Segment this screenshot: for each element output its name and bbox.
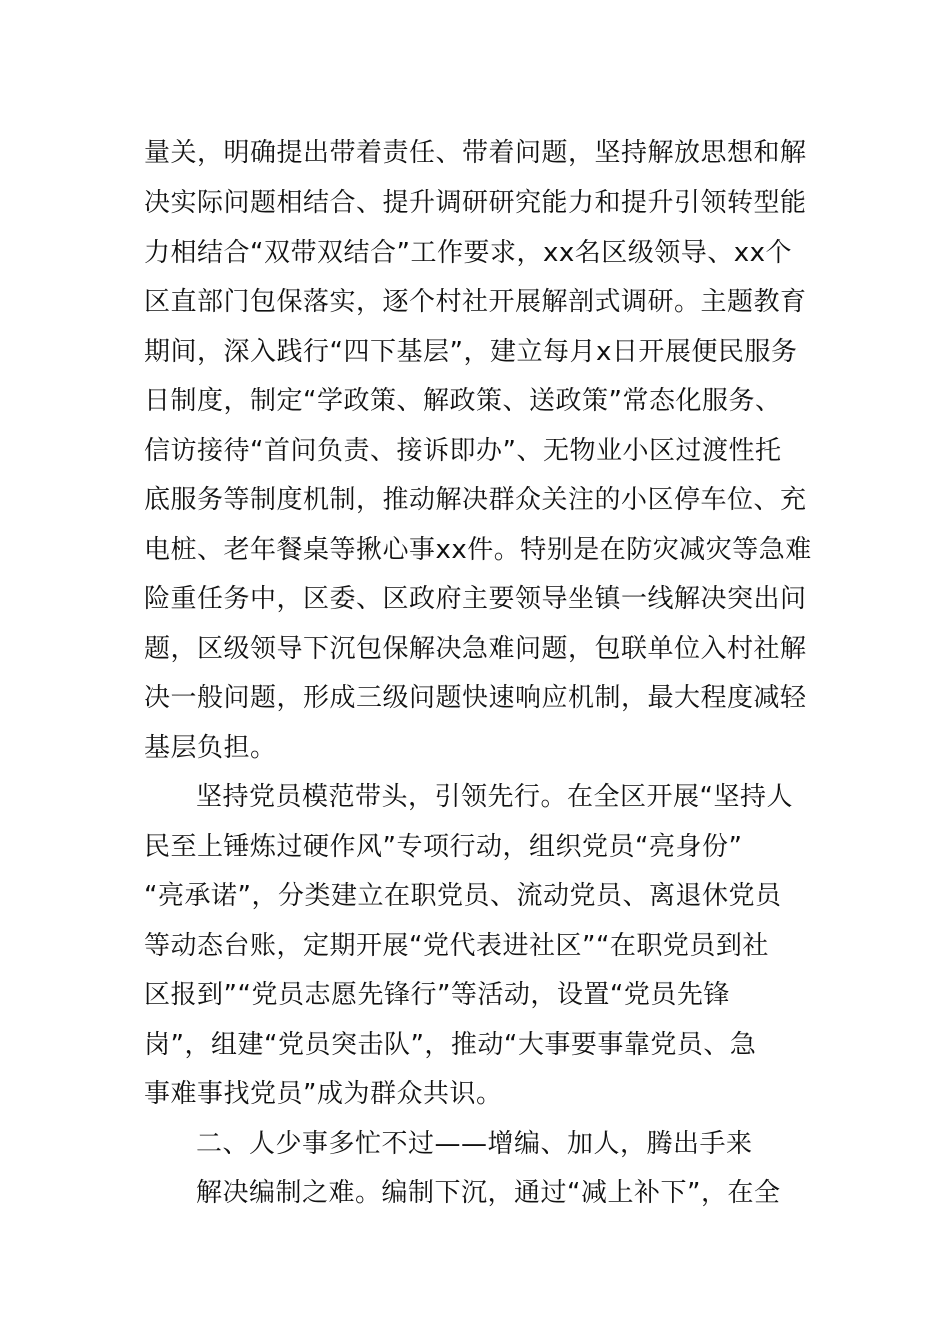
text-line: 岗”，组建“党员突击队”，推动“大事要事靠党员、急 xyxy=(144,1030,757,1060)
text-line: 底服务等制度机制，推动解决群众关注的小区停车位、充 xyxy=(144,485,807,515)
text-line: 等动态台账，定期开展“党代表进社区”“在职党员到社 xyxy=(144,931,769,961)
text-line: 民至上锤炼过硬作风”专项行动，组织党员“亮身份” xyxy=(144,832,743,862)
text-line: 险重任务中，区委、区政府主要领导坐镇一线解决突出问 xyxy=(144,584,807,614)
text-line: 电桩、老年餐桌等揪心事xx件。特别是在防灾减灾等急难 xyxy=(144,535,812,565)
text-line: 基层负担。 xyxy=(144,733,277,763)
text-line: 信访接待“首问负责、接诉即办”、无物业小区过渡性托 xyxy=(144,436,782,466)
paragraph-first-line: 坚持党员模范带头，引领先行。在全区开展“坚持人 xyxy=(196,782,793,812)
text-line: 区直部门包保落实，逐个村社开展解剖式调研。主题教育 xyxy=(144,287,807,317)
text-line: 日制度，制定“学政策、解政策、送政策”常态化服务、 xyxy=(144,386,782,416)
text-line: 力相结合“双带双结合”工作要求，xx名区级领导、xx个 xyxy=(144,238,792,268)
section-heading: 二、人少事多忙不过——增编、加人，腾出手来 xyxy=(196,1129,753,1159)
paragraph-first-line: 解决编制之难。编制下沉，通过“减上补下”，在全 xyxy=(196,1178,781,1208)
text-line: 事难事找党员”成为群众共识。 xyxy=(144,1079,503,1109)
text-line: 决实际问题相结合、提升调研研究能力和提升引领转型能 xyxy=(144,188,807,218)
text-line: 量关，明确提出带着责任、带着问题，坚持解放思想和解 xyxy=(144,138,807,168)
text-line: 期间，深入践行“四下基层”，建立每月x日开展便民服务 xyxy=(144,337,798,367)
text-line: 区报到”“党员志愿先锋行”等活动，设置“党员先锋 xyxy=(144,980,730,1010)
text-line: 决一般问题，形成三级问题快速响应机制，最大程度减轻 xyxy=(144,683,807,713)
text-line: 题，区级领导下沉包保解决急难问题，包联单位入村社解 xyxy=(144,634,807,664)
text-line: “亮承诺”，分类建立在职党员、流动党员、离退休党员 xyxy=(144,881,782,911)
